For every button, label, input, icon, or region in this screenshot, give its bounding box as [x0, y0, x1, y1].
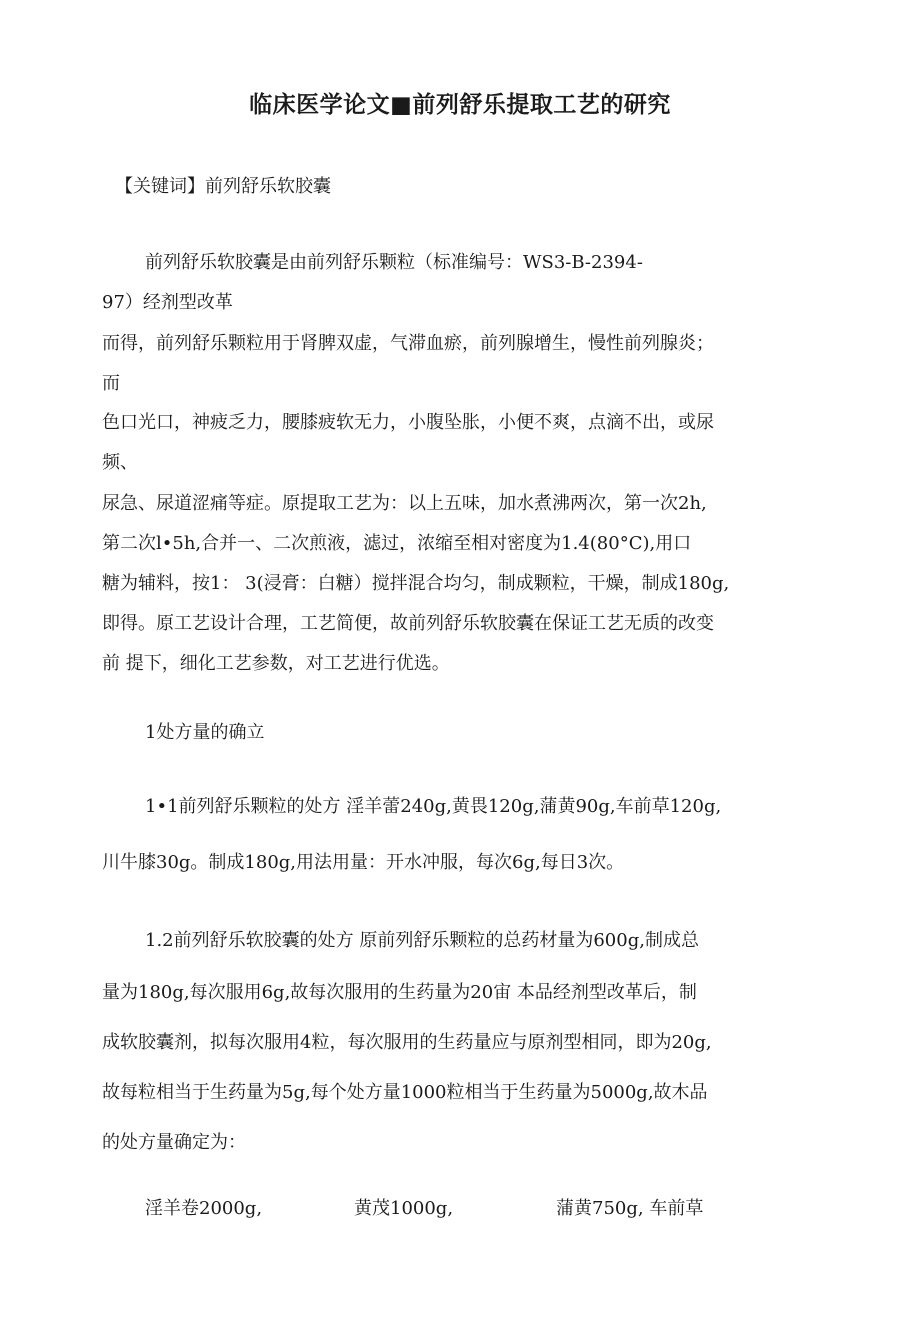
section-1-1-line: 川牛膝30g。制成180g,用法用量：开水冲服，每次6g,每日3次。: [102, 852, 625, 873]
section-1-2-line: 成软胶囊剂，拟每次服用4粒，每次服用的生药量应与原剂型相同，即为20g,: [102, 1032, 712, 1053]
intro-line: 糖为辅料，按1： 3(浸膏：白糖）搅拌混合均匀，制成颗粒，干燥，制成180g,: [102, 573, 730, 594]
intro-line: 而得，前列舒乐颗粒用于肾脾双虚，气滞血瘀，前列腺增生，慢性前列腺炎；: [102, 333, 714, 354]
intro-line: 尿急、尿道涩痛等症。原提取工艺为：以上五味，加水煮沸两次，第一次2h,: [102, 493, 707, 514]
page-title: 临床医学论文■前列舒乐提取工艺的研究: [249, 92, 671, 118]
ingredient-item: 淫羊卷2000g,: [145, 1198, 263, 1219]
section-heading: 1处方量的确立: [145, 722, 265, 743]
intro-line: 第二次l•5h,合并一、二次煎液，滤过，浓缩至相对密度为1.4(80°C),用口: [102, 533, 692, 554]
intro-line: 前列舒乐软胶囊是由前列舒乐颗粒（标准编号：WS3-B-2394-: [145, 252, 643, 273]
intro-line: 即得。原工艺设计合理，工艺简便，故前列舒乐软胶囊在保证工艺无质的改变: [102, 613, 714, 634]
keywords-line: 【关键词】前列舒乐软胶囊: [115, 176, 331, 197]
ingredient-item: 黄茂1000g,: [354, 1198, 454, 1219]
section-1-2-line: 量为180g,每次服用6g,故每次服用的生药量为20宙 本品经剂型改革后，制: [102, 982, 697, 1003]
intro-line: 97）经剂型改革: [102, 292, 233, 313]
section-1-1-line: 1•1前列舒乐颗粒的处方 淫羊蕾240g,黄畏120g,蒲黄90g,车前草120g,: [145, 796, 722, 817]
intro-line: 前 提下，细化工艺参数，对工艺进行优选。: [102, 653, 450, 674]
ingredient-item: 蒲黄750g, 车前草: [556, 1198, 704, 1219]
section-1-2-line: 1.2前列舒乐软胶囊的处方 原前列舒乐颗粒的总药材量为600g,制成总: [145, 930, 699, 951]
intro-line: 色口光口，神疲乏力，腰膝疲软无力，小腹坠胀，小便不爽，点滴不出，或尿: [102, 412, 714, 433]
intro-line: 频、: [102, 452, 138, 473]
intro-line: 而: [102, 373, 120, 394]
section-1-2-line: 的处方量确定为：: [102, 1132, 246, 1153]
section-1-2-line: 故每粒相当于生药量为5g,每个处方量1000粒相当于生药量为5000g,故木品: [102, 1082, 708, 1103]
